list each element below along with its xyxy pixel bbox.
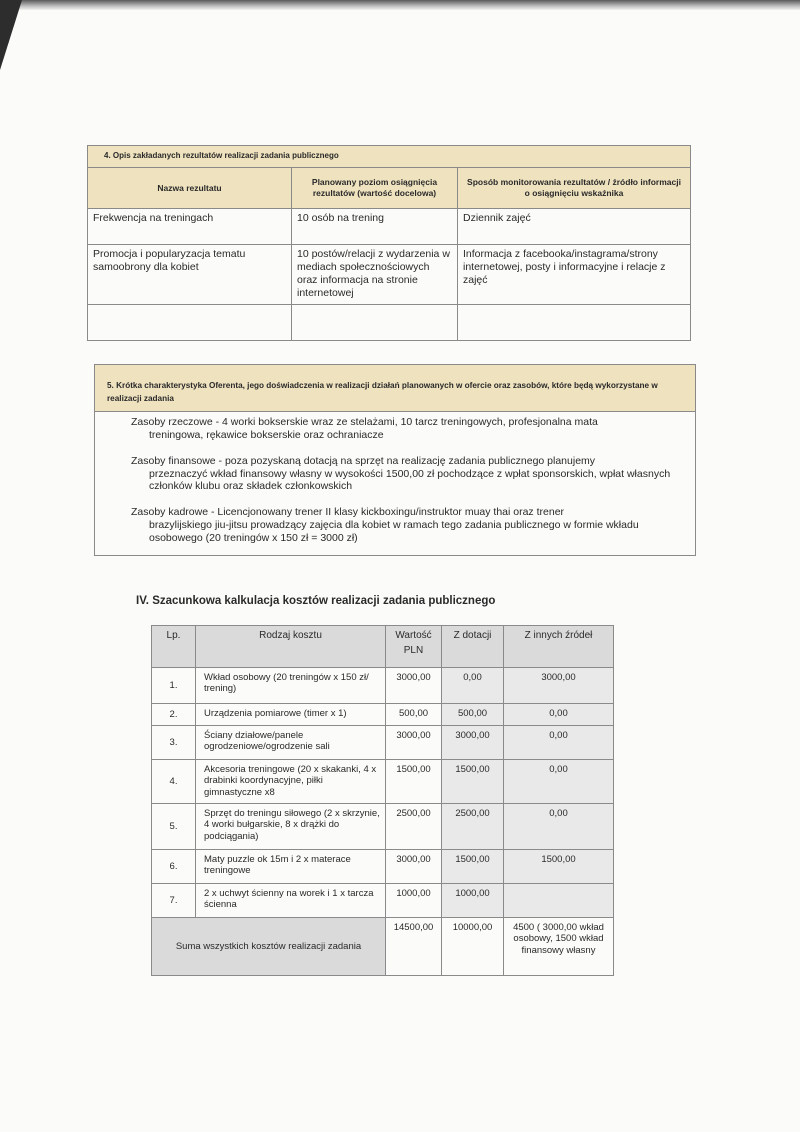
characteristics-body (95, 412, 696, 555)
result-name (88, 305, 292, 341)
table-row (152, 704, 614, 726)
row-number: 6. (152, 850, 196, 884)
summary-row (152, 918, 614, 976)
offeror-characteristics-table (94, 364, 696, 556)
resources-paragraph (131, 416, 687, 442)
header-monitoring-method: Sposób monitorowania rezultatów / źródło informacji o osiągnięciu wskaźnika (458, 168, 691, 209)
header-other-sources: Z innych źródeł (504, 626, 614, 668)
cost-other-sources: 0,00 (504, 726, 614, 760)
resources-paragraph (131, 506, 687, 544)
header-from-grant: Z dotacji (442, 626, 504, 668)
cost-type: Akcesoria treningowe (20 x skakanki, 4 x drabinki koordynacyjne, piłki gimnastyczne x8 (196, 760, 386, 804)
planned-level (292, 305, 458, 341)
cost-type: Ściany działowe/panele ogrodzeniowe/ogrodzenie sali (196, 726, 386, 760)
scan-corner-shadow (0, 0, 22, 70)
cost-type: Maty puzzle ok 15m i 2 x materace treningowe (196, 850, 386, 884)
results-section-title: 4. Opis zakładanych rezultatów realizacji zadania publicznego (88, 146, 691, 168)
row-number: 7. (152, 884, 196, 918)
table-row (88, 209, 691, 245)
cost-other-sources (504, 884, 614, 918)
resources-paragraph (131, 455, 687, 493)
row-number: 4. (152, 760, 196, 804)
table-row (152, 884, 614, 918)
result-name: Promocja i popularyzacja tematu samoobrony dla kobiet (88, 245, 292, 305)
header-lp: Lp. (152, 626, 196, 668)
header-result-name: Nazwa rezultatu (88, 168, 292, 209)
table-row (152, 804, 614, 850)
table-row (152, 760, 614, 804)
paragraph-continuation: brazylijskiego jiu-jitsu prowadzący zajęcia dla kobiet w ramach tego zadania publicznego w formie wkładu osobowego (20 treningów x 150 zł = 3000 zł) (149, 519, 639, 544)
summary-from-grant: 10000,00 (442, 918, 504, 976)
cost-from-grant: 3000,00 (442, 726, 504, 760)
table-row (152, 726, 614, 760)
cost-type: 2 x uchwyt ścienny na worek i 1 x tarcza ścienna (196, 884, 386, 918)
row-number: 5. (152, 804, 196, 850)
scan-edge (0, 0, 800, 10)
cost-other-sources: 0,00 (504, 804, 614, 850)
result-name: Frekwencja na treningach (88, 209, 292, 245)
cost-other-sources: 1500,00 (504, 850, 614, 884)
cost-value: 1500,00 (386, 760, 442, 804)
cost-value: 3000,00 (386, 668, 442, 704)
cost-value: 3000,00 (386, 850, 442, 884)
header-value: Wartość PLN (386, 626, 442, 668)
cost-from-grant: 500,00 (442, 704, 504, 726)
cost-from-grant: 1000,00 (442, 884, 504, 918)
monitoring-method (458, 305, 691, 341)
monitoring-method: Informacja z facebooka/instagrama/strony internetowej, posty i informacyjne i relacje z zajęć (458, 245, 691, 305)
summary-value: 14500,00 (386, 918, 442, 976)
cost-from-grant: 0,00 (442, 668, 504, 704)
cost-other-sources: 3000,00 (504, 668, 614, 704)
cost-type: Sprzęt do treningu siłowego (2 x skrzynie, 4 worki bułgarskie, 8 x drążki do podciągania) (196, 804, 386, 850)
monitoring-method: Dziennik zajęć (458, 209, 691, 245)
table-row (152, 850, 614, 884)
characteristics-section-title: 5. Krótka charakterystyka Oferenta, jego doświadczenia w realizacji działań planowanych w ofercie oraz zasobów, które będą wykorzystane w realizacji zadania (95, 365, 696, 412)
cost-table (151, 625, 614, 976)
cost-from-grant: 1500,00 (442, 760, 504, 804)
planned-level: 10 postów/relacji z wydarzenia w mediach społecznościowych oraz informacja na stronie internetowej (292, 245, 458, 305)
paragraph-continuation: treningowa, rękawice bokserskie oraz ochraniacze (149, 429, 384, 442)
cost-other-sources: 0,00 (504, 760, 614, 804)
cost-type: Urządzenia pomiarowe (timer x 1) (196, 704, 386, 726)
cost-value: 500,00 (386, 704, 442, 726)
row-number: 2. (152, 704, 196, 726)
cost-section-title: IV. Szacunkowa kalkulacja kosztów realizacji zadania publicznego (136, 595, 496, 607)
cost-other-sources: 0,00 (504, 704, 614, 726)
paragraph-first-line: Zasoby kadrowe - Licencjonowany trener II klasy kickboxingu/instruktor muay thai oraz trener (131, 506, 565, 519)
cost-type: Wkład osobowy (20 treningów x 150 zł/ trening) (196, 668, 386, 704)
cost-value: 3000,00 (386, 726, 442, 760)
cost-from-grant: 1500,00 (442, 850, 504, 884)
row-number: 1. (152, 668, 196, 704)
header-planned-level: Planowany poziom osiągnięcia rezultatów (wartość docelowa) (292, 168, 458, 209)
results-table (87, 145, 691, 341)
table-row (152, 668, 614, 704)
table-row (88, 305, 691, 341)
row-number: 3. (152, 726, 196, 760)
table-row (88, 245, 691, 305)
paragraph-first-line: Zasoby rzeczowe - 4 worki bokserskie wraz ze stelażami, 10 tarcz treningowych, profesjonalna mata (131, 416, 598, 429)
paragraph-first-line: Zasoby finansowe - poza pozyskaną dotacją na sprzęt na realizację zadania publicznego planujemy (131, 454, 596, 467)
cost-value: 2500,00 (386, 804, 442, 850)
cost-value: 1000,00 (386, 884, 442, 918)
cost-from-grant: 2500,00 (442, 804, 504, 850)
summary-other-sources: 4500 ( 3000,00 wkład osobowy, 1500 wkład finansowy własny (504, 918, 614, 976)
summary-label: Suma wszystkich kosztów realizacji zadania (152, 918, 386, 976)
planned-level: 10 osób na trening (292, 209, 458, 245)
header-cost-type: Rodzaj kosztu (196, 626, 386, 668)
paragraph-continuation: przeznaczyć wkład finansowy własny w wysokości 1500,00 zł pochodzące z wpłat sponsorskich, wpłat własnych członków klubu oraz składek członkowskich (149, 467, 671, 493)
